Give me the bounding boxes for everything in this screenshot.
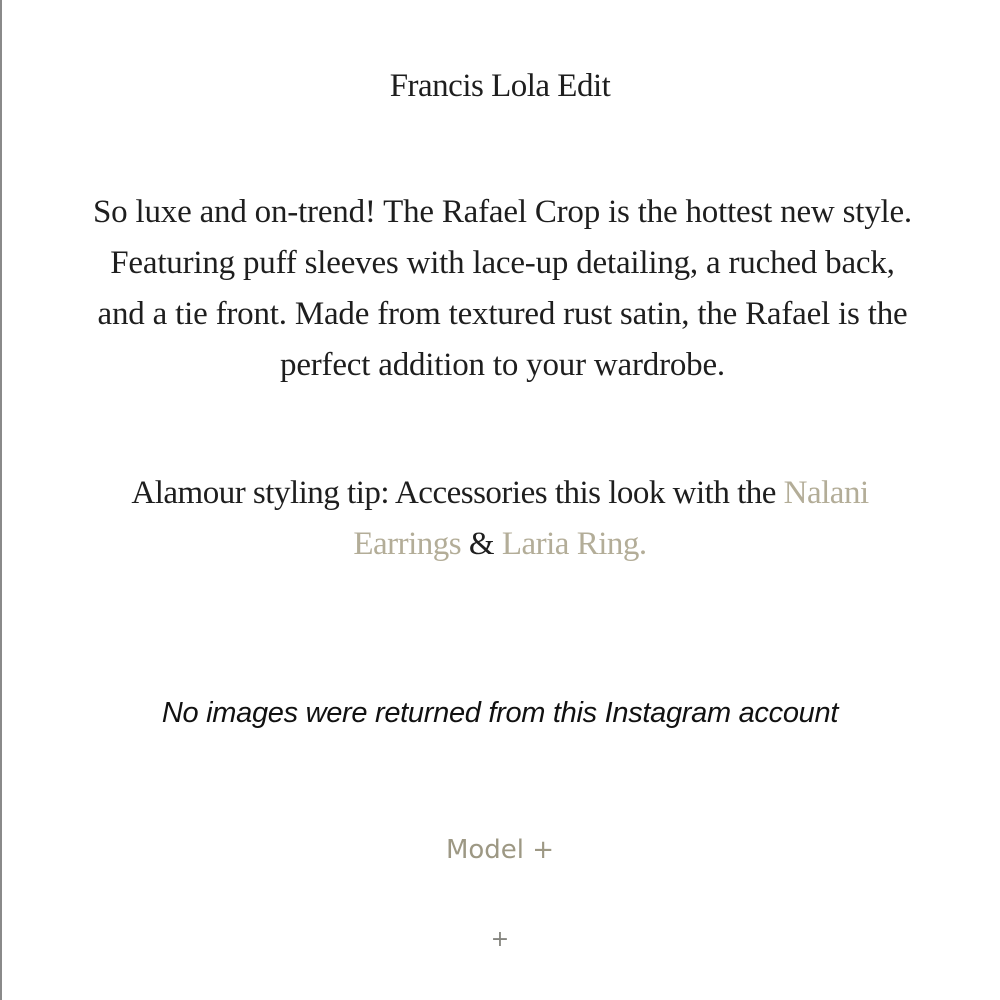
description-line: Featuring puff sleeves with lace-up detailing, a ruched back, bbox=[110, 245, 895, 281]
styling-tip bbox=[0, 468, 1000, 570]
nalani-earrings-link[interactable]: Nalani bbox=[783, 475, 869, 511]
description-line: and a tie front. Made from textured rust satin, the Rafael is the bbox=[97, 296, 908, 332]
product-edit-title: Francis Lola Edit bbox=[389, 68, 611, 104]
description-line: So luxe and on-trend! The Rafael Crop is the hottest new style. bbox=[93, 194, 912, 230]
plus-expand-icon[interactable]: + bbox=[490, 927, 510, 952]
styling-tip-prefix: Alamour styling tip: Accessories this look with the bbox=[131, 475, 784, 511]
styling-tip-line-1 bbox=[0, 468, 1000, 519]
laria-ring-link[interactable]: Laria Ring. bbox=[501, 526, 647, 562]
description-line: perfect addition to your wardrobe. bbox=[280, 347, 725, 383]
model-expand-toggle[interactable]: Model + bbox=[445, 835, 555, 865]
instagram-empty-notice: No images were returned from this Instagram account bbox=[161, 697, 839, 729]
styling-tip-line-2 bbox=[0, 519, 1000, 570]
styling-tip-conjunction: & bbox=[461, 526, 502, 562]
product-description bbox=[20, 187, 985, 391]
nalani-earrings-link-continued[interactable]: Earrings bbox=[353, 526, 462, 562]
